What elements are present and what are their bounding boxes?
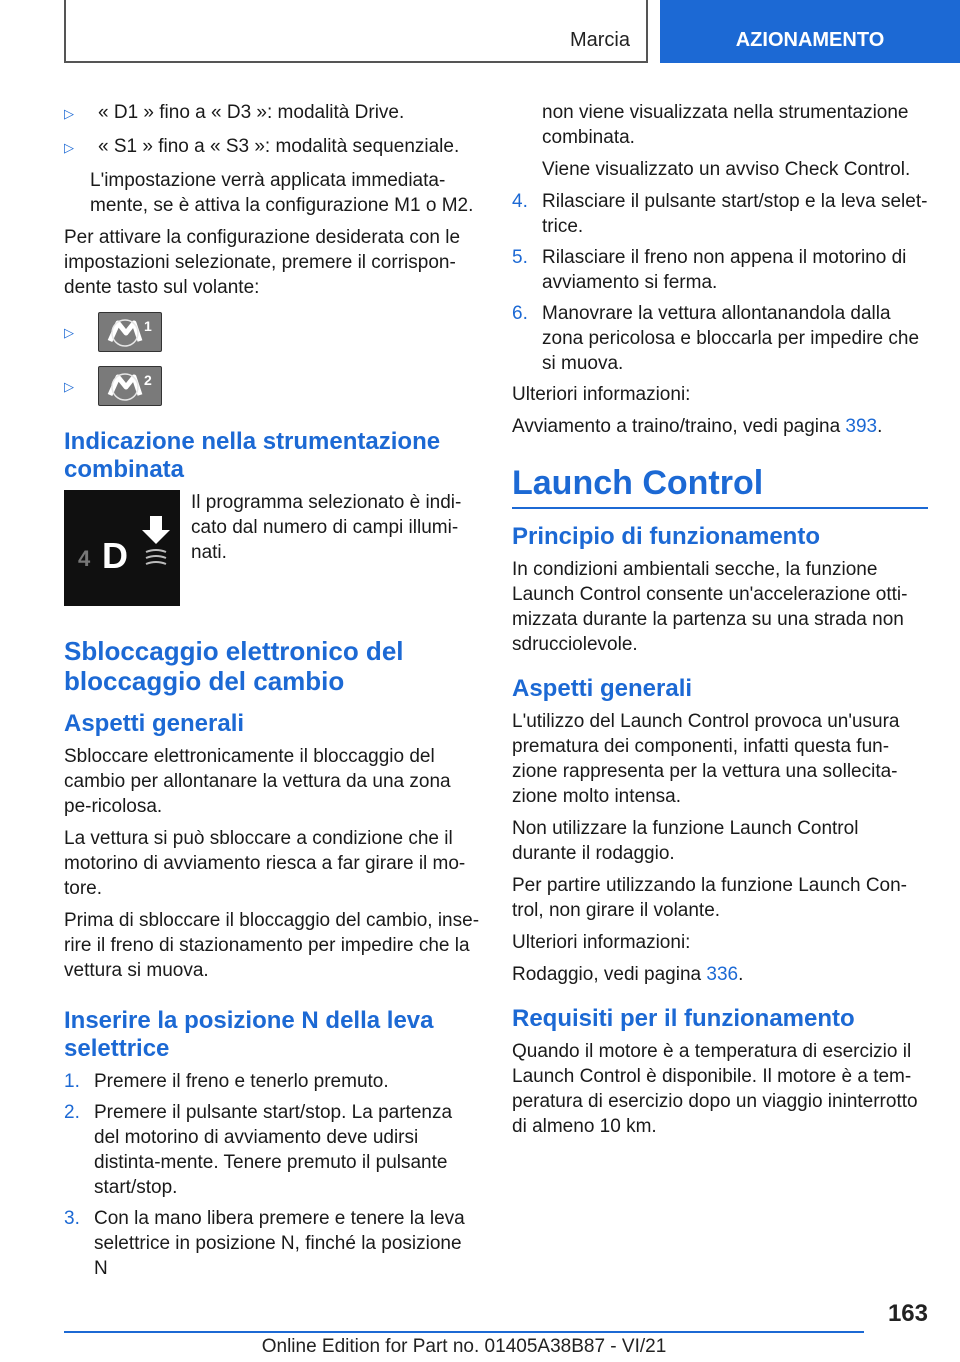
unlock-heading: Sbloccaggio elettronico del bloccaggio del cambio [64, 636, 404, 696]
activate-note: Per attivare la configurazione desiderata con le impostazioni selezionate, premere il corrispon-dente tasto sul volante: [64, 227, 461, 298]
list-item: ▷ « S1 » fino a « S3 »: modalità sequenziale. [64, 134, 480, 160]
requirements-heading: Requisiti per il funzionamento [512, 1005, 855, 1032]
list-item: 4. Rilasciare il pulsante start/stop e la leva selet-trice. [512, 191, 928, 237]
paragraph: Per partire utilizzando la funzione Launch Con-trol, non girare il volante. [512, 875, 908, 921]
m1-digit: 1 [144, 318, 152, 334]
header-section-title: Marcia [569, 29, 630, 51]
paragraph: Quando il motore è a temperatura di esercizio il Launch Control è disponibile. Il motore è a tem-peratura di esercizio dopo un viaggio ininterrotto di almeno 10 km. [512, 1041, 918, 1137]
display-block [64, 490, 480, 606]
paragraph: Non utilizzare la funzione Launch Control durante il rodaggio. [512, 818, 859, 864]
apply-note: L'impostazione verrà applicata immediata-mente, se è attiva la configurazione M1 o M2. [90, 170, 474, 216]
triangle-bullet-icon: ▷ [64, 379, 74, 394]
header-chapter-tab[interactable]: AZIONAMENTO [660, 0, 960, 63]
list-item: 1. Premere il freno e tenerlo premuto. [64, 1071, 389, 1092]
list-item: 5. Rilasciare il freno non appena il motorino di avviamento si ferma. [512, 247, 907, 293]
m1-button-icon [98, 312, 162, 352]
drive-display-image [64, 490, 180, 606]
page-number: 163 [887, 1300, 928, 1327]
m2-button-icon [98, 366, 162, 406]
page-link[interactable]: 336 [706, 964, 739, 985]
display-heading: Indicazione nella strumentazione combinata [64, 428, 441, 483]
display-digit: 4 [78, 546, 91, 571]
step-continuation: non viene visualizzata nella strumentazione combinata. [542, 102, 909, 148]
paragraph: Sbloccare elettronicamente il bloccaggio del cambio per allontanare la vettura da una zona pe-ricolosa. [64, 746, 451, 817]
triangle-bullet-icon: ▷ [64, 140, 74, 155]
paragraph: La vettura si può sbloccare a condizione che il motorino di avviamento riesca a far girare il mo-tore. [64, 828, 466, 899]
page-link[interactable]: 393 [845, 416, 878, 437]
paragraph: In condizioni ambientali secche, la funzione Launch Control consente un'accelerazione otti-mizzata durante la partenza su una strada non sdrucciolevole. [512, 559, 908, 655]
triangle-bullet-icon: ▷ [64, 325, 74, 340]
road-lines-icon [146, 550, 166, 564]
launch-control-title: Launch Control [512, 463, 928, 509]
general-heading: Aspetti generali [512, 675, 693, 702]
header-frame [64, 0, 648, 63]
left-column [64, 100, 480, 1287]
general-heading: Aspetti generali [64, 710, 245, 737]
m1-row [64, 312, 480, 352]
paragraph: L'utilizzo del Launch Control provoca un'usura prematura dei componenti, infatti questa fun-zione rappresenta per la vettura una sollecita-zione molto intensa. [512, 711, 900, 807]
neutral-heading: Inserire la posizione N della leva selettrice [64, 1007, 434, 1062]
paragraph: Prima di sbloccare il bloccaggio del cambio, inse-rire il freno di stazionamento per impedire che la vettura si muova. [64, 910, 480, 981]
cross-reference: Avviamento a traino/traino, vedi pagina 393. [512, 416, 883, 437]
list-item: ▷ « D1 » fino a « D3 »: modalità Drive. [64, 100, 480, 126]
cross-reference: Rodaggio, vedi pagina 336. [512, 964, 744, 985]
principle-heading: Principio di funzionamento [512, 523, 820, 550]
down-arrow-icon [142, 516, 170, 544]
list-item: 2. Premere il pulsante start/stop. La partenza del motorino di avviamento deve udirsi distinta-mente. Tenere premuto il pulsante start/stop. [64, 1102, 453, 1198]
m2-digit: 2 [144, 372, 152, 388]
list-item: 6. Manovrare la vettura allontanandola dalla zona pericolosa e bloccarla per impedire che si muova. [512, 303, 920, 374]
display-text: Il programma selezionato è indi-cato dal numero di campi illumi-nati. [191, 492, 462, 563]
footer-divider [64, 1331, 864, 1333]
more-info-label: Ulteriori informazioni: [512, 932, 691, 953]
list-item: 3. Con la mano libera premere e tenere la leva selettrice in posizione N, finché la posizione N [64, 1208, 465, 1279]
display-letter: D [102, 535, 128, 576]
triangle-bullet-icon: ▷ [64, 106, 74, 121]
right-column [512, 100, 928, 1146]
more-info-label: Ulteriori informazioni: [512, 384, 691, 405]
step-continuation: Viene visualizzato un avviso Check Control. [542, 159, 911, 180]
footer-edition: Online Edition for Part no. 01405A38B87 - VI/21 [261, 1336, 667, 1357]
m2-row [64, 366, 480, 406]
